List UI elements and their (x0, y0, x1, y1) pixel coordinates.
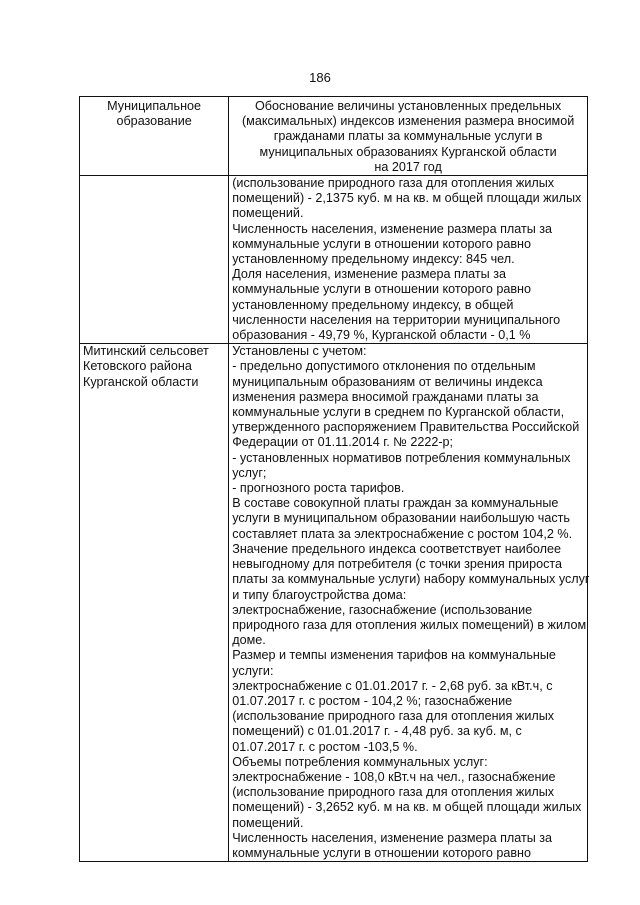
text-line: Численность населения, изменение размера платы за (232, 830, 553, 845)
header-justification-line: на 2017 год (374, 159, 442, 174)
text-line: невыгодному для потребителя (с точки зрения прироста (232, 557, 563, 572)
text-line: Численность населения, изменение размера платы за (232, 221, 553, 236)
text-line: электроснабжение - 108,0 кВт.ч на чел., газоснабжение (232, 769, 556, 784)
municipality-line: Кетовского района (83, 359, 192, 374)
text-line: 01.07.2017 г. с ростом -103,5 %. (232, 739, 418, 754)
text-line: услуги в муниципальном образовании наибольшую часть (232, 511, 570, 526)
municipality-line: Курганской области (83, 374, 199, 389)
text-line: утвержденного распоряжением Правительства Российской (232, 420, 580, 435)
text-line: Установлены с учетом: (232, 344, 367, 359)
text-line: Размер и темпы изменения тарифов на коммунальные (232, 648, 556, 663)
header-justification-line: (максимальных) индексов изменения размера вносимой (241, 114, 575, 129)
text-line: установленному предельному индексу: 845 чел. (232, 252, 515, 267)
municipality-cell (80, 344, 229, 862)
text-line: 01.07.2017 г. с ростом - 104,2 %; газоснабжение (232, 693, 513, 708)
text-line: установленному предельному индексу, в общей (232, 297, 514, 312)
text-line: помещений) с 01.01.2017 г. - 4,48 руб. за куб. м, с (232, 724, 522, 739)
text-line: (использование природного газа для отопления жилых (232, 785, 555, 800)
text-line: электроснабжение, газоснабжение (использование (232, 602, 533, 617)
municipality-cell (80, 176, 229, 344)
header-justification-cell (229, 97, 588, 176)
text-line: составляет плата за электроснабжение с ростом 104,2 %. (232, 526, 573, 541)
text-line: и типу благоустройства дома: (232, 587, 407, 602)
municipality-line: Митинский сельсовет (83, 344, 209, 359)
text-line: коммунальные услуги в отношении которого равно (232, 845, 532, 860)
text-line: муниципальным образованиям от величины индекса (232, 374, 543, 389)
header-justification-line: гражданами платы за коммунальные услуги в (273, 129, 543, 144)
text-line: (использование природного газа для отопления жилых (232, 176, 555, 191)
justification-cell (229, 176, 588, 344)
header-justification-line: муниципальных образованиях Курганской области (259, 144, 557, 159)
text-line: Доля населения, изменение размера платы за (232, 267, 507, 282)
justification-cell (229, 344, 588, 862)
text-line: Значение предельного индекса соответствует наиболее (232, 541, 562, 556)
justification-table (79, 96, 588, 862)
header-justification-line: Обоснование величины установленных предельных (255, 99, 562, 113)
text-line: доме. (232, 633, 266, 648)
text-line: помещений. (232, 815, 304, 830)
text-line: помещений) - 3,2652 куб. м на кв. м общей площади жилых (232, 800, 582, 815)
text-line: Федерации от 01.11.2014 г. № 2222-р; (232, 435, 454, 450)
text-line: услуг; (232, 465, 267, 480)
text-line: изменения размера вносимой гражданами платы за (232, 389, 539, 404)
text-line: природного газа для отопления жилых помещений) в жилом (232, 617, 587, 632)
text-line: образования - 49,79 %, Курганской области - 0,1 % (232, 328, 531, 343)
table-header-row (80, 97, 588, 176)
text-line: услуги: (232, 663, 274, 678)
text-line: - установленных нормативов потребления коммунальных (232, 450, 571, 465)
text-line: коммунальные услуги в отношении которого равно (232, 282, 532, 297)
text-line: - предельно допустимого отклонения по отдельным (232, 359, 536, 374)
text-line: - прогнозного роста тарифов. (232, 481, 405, 496)
text-line: электроснабжение с 01.01.2017 г. - 2,68 руб. за кВт.ч, с (232, 678, 553, 693)
text-line: численности населения на территории муниципального (232, 312, 561, 327)
text-line: (использование природного газа для отопления жилых (232, 709, 555, 724)
header-municipality-line: образование (116, 114, 192, 129)
table-row (80, 176, 588, 344)
text-line: Объемы потребления коммунальных услуг: (232, 754, 488, 769)
text-line: помещений. (232, 206, 304, 221)
table-row (80, 344, 588, 862)
header-municipality-cell (80, 97, 229, 176)
header-municipality-line: Муниципальное (107, 99, 202, 113)
text-line: помещений) - 2,1375 куб. м на кв. м общей площади жилых (232, 191, 582, 206)
page-number: 186 (309, 70, 331, 85)
text-line: коммунальные услуги в среднем по Курганской области, (232, 405, 565, 420)
text-line: платы за коммунальные услуги) набору коммунальных услуг (232, 572, 590, 587)
text-line: коммунальные услуги в отношении которого равно (232, 236, 532, 251)
text-line: В составе совокупной платы граждан за коммунальные (232, 496, 559, 511)
